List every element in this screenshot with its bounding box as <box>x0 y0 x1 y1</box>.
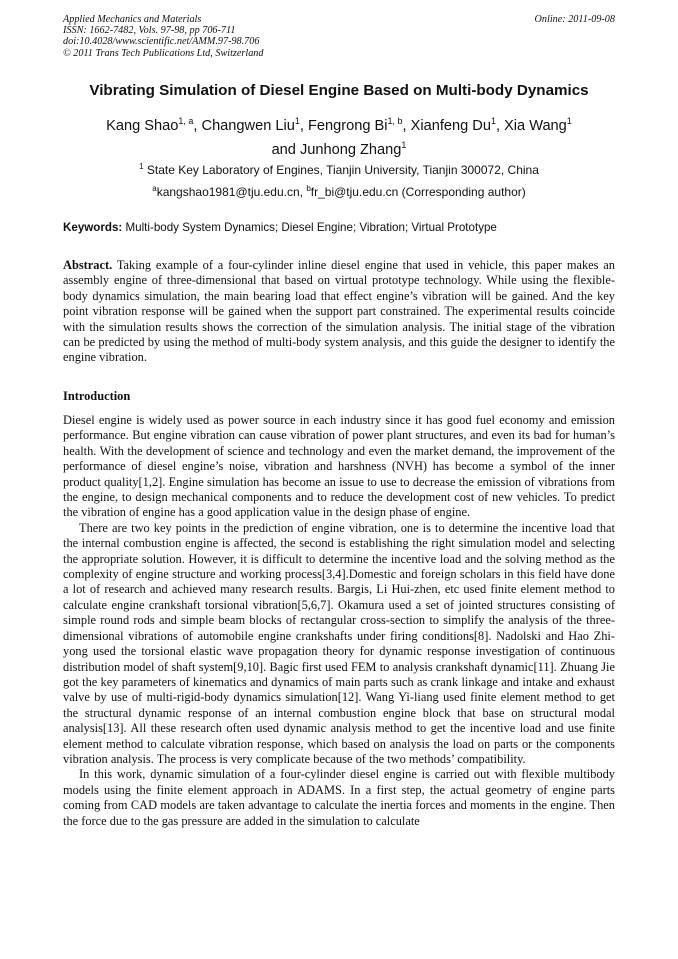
introduction-body <box>63 413 615 829</box>
author-sup: 1 <box>294 116 300 126</box>
author-name: Xianfeng Du <box>410 118 491 134</box>
author-sup: 1, a <box>178 116 194 126</box>
author-name: Fengrong Bi <box>307 118 388 134</box>
email-sup-b: b <box>306 184 311 193</box>
keywords <box>63 221 615 234</box>
journal-header <box>63 14 615 59</box>
abstract <box>63 258 615 366</box>
intro-paragraph-2: There are two key points in the prediction of engine vibration, one is to determine the incentive load that the internal combustion engine is affected, the second is establishing the right simulation model and selecting the appropriate solution. However, it is difficult to determine the incentive load and the solving method as the complexity of engine structure and working process[3,4].Domestic and foreign scholars in this field have done a lot of research and achieved many research results. Bargis, Li Hui-zhen, etc used finite element method to calculate engine crankshaft torsional vibration[5,6,7]. Okamura used a set of jointed structures consisting of simple round rods and simple beam blocks of rectangular cross-section to simplify the analysis of the three-dimensional vibrations of automobile engine crankshafts under firing conditions[8]. Nadolski and Hao Zhi-yong used the torsional elastic wave propagation theory for dynamic response investigation of continuous distribution model of shaft system[9,10]. Bagic first used FEM to analysis crankshaft dynamic[11]. Zhuang Jie got the key parameters of kinematics and dynamics of main parts such as crank linkage and intake and exhaust valve by use of multi-rigid-body dynamics simulation[12]. Wang Yi-liang used finite element method to get the structural dynamic response of an internal combustion engine block that base on structural modal analysis[13]. All these research often used dynamic analysis method to get the incentive load and use finite element method to calculate vibration response, which based on analysis the load on parts or the components vibration analysis. The process is very complicate because of the two methods’ compatibility. <box>63 520 615 766</box>
affiliation-text: State Key Laboratory of Engines, Tianjin University, Tianjin 300072, China <box>143 163 539 177</box>
journal-name: Applied Mechanics and Materials <box>63 14 202 25</box>
email-a: kangshao1981@tju.edu.cn, <box>156 185 307 199</box>
online-date: Online: 2011-09-08 <box>534 14 615 25</box>
abstract-label: Abstract. <box>63 258 113 272</box>
affiliation-sup: 1 <box>139 162 144 171</box>
author-sep: , <box>402 118 411 134</box>
author-name: Xia Wang <box>504 118 567 134</box>
author-sep: , <box>299 118 308 134</box>
author-sep: , <box>193 118 202 134</box>
email-sup-a: a <box>152 184 157 193</box>
author-name: Kang Shao <box>106 118 179 134</box>
author-name: and Junhong Zhang <box>271 142 402 158</box>
intro-paragraph-1: Diesel engine is widely used as power source in each industry since it has good fuel economy and emission performance. But engine vibration can cause vibration of power plant structures, and even its bad for human’s health. With the development of science and technology and even the market demand, the improvement of the performance of diesel engine’s noise, vibration and harshness (NVH) has become a symbol of the inner product quality[1,2]. Engine simulation has become an issue to use to decrease the emission of vibrations from the engine, to design mechanical components and to reduce the development cost of new vehicles. To predict the vibration of engine has a good application value in the design phase of engine. <box>63 413 615 520</box>
author-name: Changwen Liu <box>201 118 295 134</box>
author-emails <box>0 185 678 199</box>
affiliation <box>0 163 678 177</box>
abstract-text: Taking example of a four-cylinder inline diesel engine that used in vehicle, this paper makes an assembly engine of three-dimensional that based on virtual prototype technology. While using the flexible-body dynamics simulation, the main bearing load that effect engine’s vibration will be gained. And the key point vibration response will be gained when the support part constrained. The experimental results coincide with the simulation results shows the correction of the simulation analysis. The initial stage of the vibration can be predicted by using the method of multi-body system analysis, and this guide the designer to identify the engine vibration. <box>63 258 615 365</box>
issn-line: ISSN: 1662-7482, Vols. 97-98, pp 706-711 <box>63 25 236 37</box>
author-sup: 1 <box>490 116 496 126</box>
keywords-label: Keywords: <box>63 221 123 234</box>
author-sup: 1 <box>566 116 572 126</box>
paper-title: Vibrating Simulation of Diesel Engine Based on Multi-body Dynamics <box>89 82 589 99</box>
doi-line: doi:10.4028/www.scientific.net/AMM.97-98.706 <box>63 36 260 48</box>
section-heading-introduction: Introduction <box>63 389 131 403</box>
author-sup: 1 <box>401 140 407 150</box>
author-line-2 <box>40 138 638 162</box>
author-list <box>40 114 638 162</box>
keywords-text: Multi-body System Dynamics; Diesel Engine; Vibration; Virtual Prototype <box>122 221 497 234</box>
intro-paragraph-3: In this work, dynamic simulation of a four-cylinder diesel engine is carried out with flexible multibody models using the finite element approach in ADAMS. In a first step, the actual geometry of engine parts coming from CAD models are taken advantage to calculate the inertia forces and moments in the engine. Then the force due to the gas pressure are added in the simulation to calculate <box>63 767 615 828</box>
author-sup: 1, b <box>387 116 403 126</box>
author-line-1 <box>40 114 638 138</box>
copyright-line: © 2011 Trans Tech Publications Ltd, Switzerland <box>63 47 264 59</box>
author-sep: , <box>495 118 505 134</box>
email-b: fr_bi@tju.edu.cn (Corresponding author) <box>310 185 526 199</box>
